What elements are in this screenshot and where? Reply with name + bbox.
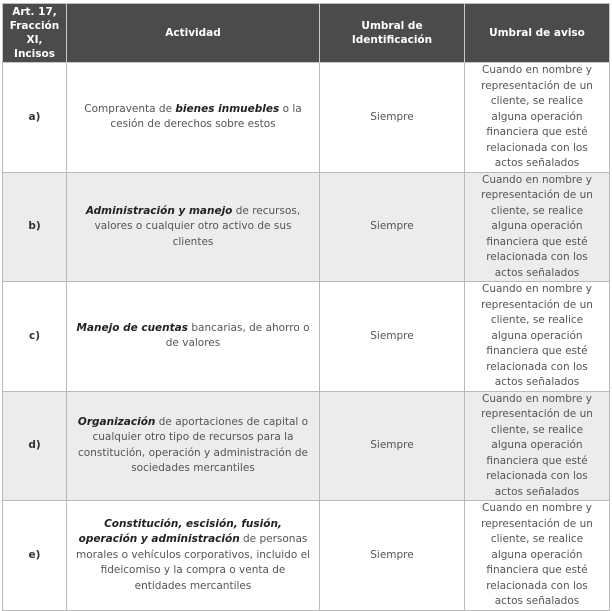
umbral-identificacion-cell: Siempre — [320, 63, 465, 173]
header-umbral-identificacion: Umbral de Identificación — [320, 4, 465, 63]
umbral-aviso-cell: Cuando en nombre y representación de un cliente, se realice alguna operación financiera que esté relacionada con los actos señalados — [465, 501, 610, 611]
table-header — [3, 4, 610, 63]
actividad-emphasis: Manejo de cuentas — [76, 321, 189, 334]
activities-table — [2, 3, 610, 611]
inciso-cell: e) — [3, 501, 67, 611]
umbral-aviso-cell: Cuando en nombre y representación de un cliente, se realice alguna operación financiera que esté relacionada con los actos señalados — [465, 282, 610, 392]
actividad-cell — [67, 501, 320, 611]
table-row — [3, 282, 610, 392]
table-row — [3, 63, 610, 173]
actividad-emphasis: bienes inmuebles — [175, 102, 280, 115]
header-incisos: Art. 17, Fracción XI, Incisos — [3, 4, 67, 63]
actividad-cell — [67, 391, 320, 501]
actividad-emphasis: Organización — [77, 415, 156, 428]
header-actividad: Actividad — [67, 4, 320, 63]
umbral-aviso-cell: Cuando en nombre y representación de un cliente, se realice alguna operación financiera que esté relacionada con los actos señalados — [465, 63, 610, 173]
actividad-text: de personas morales o vehículos corporativos, incluido el fideicomiso y la compra o venta de entidades mercantiles — [76, 533, 310, 592]
header-umbral-aviso: Umbral de aviso — [465, 4, 610, 63]
umbral-aviso-cell: Cuando en nombre y representación de un cliente, se realice alguna operación financiera que esté relacionada con los actos señalados — [465, 172, 610, 282]
actividad-text: o la cesión de derechos sobre estos — [110, 102, 302, 131]
actividad-text: de recursos, valores o cualquier otro activo de sus clientes — [94, 204, 301, 248]
umbral-identificacion-cell: Siempre — [320, 282, 465, 392]
actividad-emphasis: Administración y manejo — [85, 204, 233, 217]
actividad-text: de aportaciones de capital o cualquier otro tipo de recursos para la constitución, operación y administración de sociedades mercantiles — [78, 415, 309, 475]
table-row — [3, 501, 610, 611]
actividad-emphasis: Constitución, escisión, fusión, operación y administración — [78, 517, 282, 545]
umbral-aviso-cell: Cuando en nombre y representación de un cliente, se realice alguna operación financiera que esté relacionada con los actos señalados — [465, 391, 610, 501]
table-row — [3, 391, 610, 501]
actividad-text: bancarias, de ahorro o de valores — [165, 321, 310, 350]
actividad-cell — [67, 63, 320, 173]
actividad-cell — [67, 172, 320, 282]
umbral-identificacion-cell: Siempre — [320, 391, 465, 501]
header-row — [3, 4, 610, 63]
umbral-identificacion-cell: Siempre — [320, 172, 465, 282]
table-body — [3, 63, 610, 611]
table-row — [3, 172, 610, 282]
inciso-cell: a) — [3, 63, 67, 173]
actividad-text: Compraventa de — [84, 102, 176, 115]
inciso-cell: b) — [3, 172, 67, 282]
inciso-cell: c) — [3, 282, 67, 392]
umbral-identificacion-cell: Siempre — [320, 501, 465, 611]
inciso-cell: d) — [3, 391, 67, 501]
actividad-cell — [67, 282, 320, 392]
